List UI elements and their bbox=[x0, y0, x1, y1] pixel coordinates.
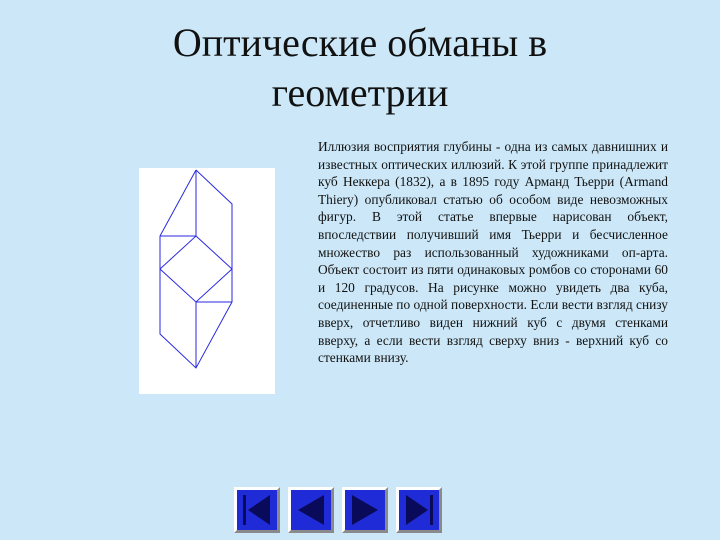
skip-to-first-icon bbox=[237, 490, 277, 530]
slide-title-line2: геометрии bbox=[271, 70, 449, 115]
nav-last-button[interactable] bbox=[396, 487, 442, 533]
thiery-figure-icon bbox=[139, 168, 275, 394]
nav-next-button[interactable] bbox=[342, 487, 388, 533]
slide-body-text: Иллюзия восприятия глубины - одна из самых давнишних и известных оптических иллюзий. К этой группе принадлежит куб Неккера (1832), а в 1895 году Арманд Тьерри (Armand Thiery) опубликовал статью об особом виде невозможных фигур. В этой статье впервые нарисован объект, впоследствии получивший имя Тьерри и бесчисленное множество раз использованный художниками оп-арта. Объект состоит из пяти одинаковых ромбов со сторонами 60 и 120 градусов. На рисунке можно увидеть два куба, соединенные по одной поверхности. Если вести взгляд снизу вверх, отчетливо виден нижний куб с двумя стенками вверху, а если вести взгляд сверху вниз - верхний куб со стенками внизу. bbox=[318, 139, 668, 366]
slide-title bbox=[100, 18, 620, 118]
thiery-figure-panel bbox=[139, 168, 275, 394]
triangle-left-icon bbox=[291, 490, 331, 530]
slide-title-line1: Оптические обманы в bbox=[172, 20, 548, 65]
nav-prev-button[interactable] bbox=[288, 487, 334, 533]
nav-first-button[interactable] bbox=[234, 487, 280, 533]
skip-to-last-icon bbox=[399, 490, 439, 530]
triangle-right-icon bbox=[345, 490, 385, 530]
